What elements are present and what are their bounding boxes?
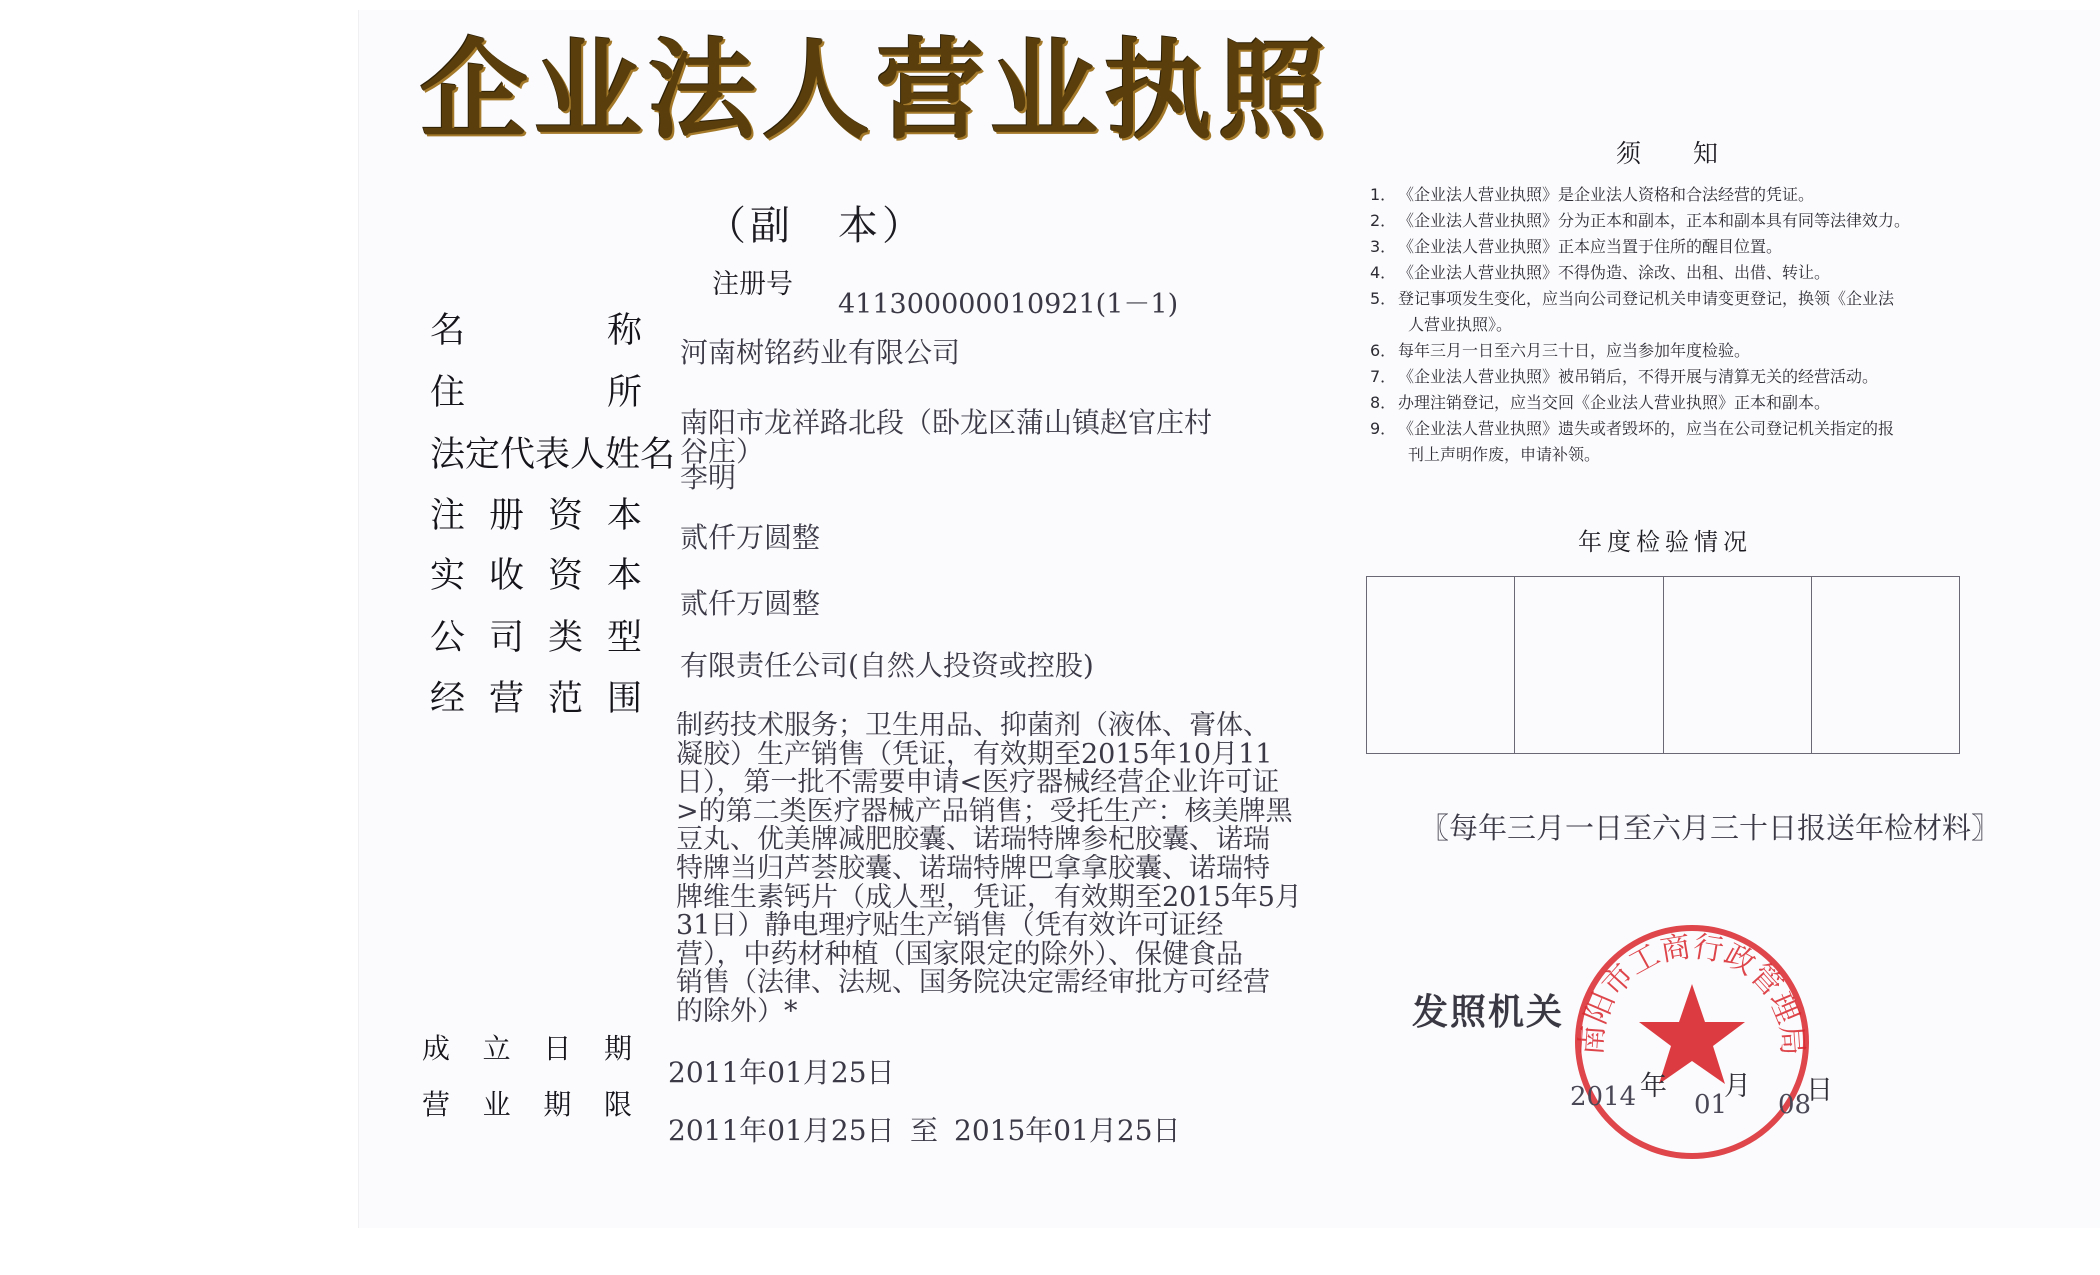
- notice-item: [1370, 182, 1970, 208]
- notice-number: 2．: [1370, 211, 1397, 230]
- term-separator: 至: [910, 1114, 939, 1147]
- notice-number: 8．: [1370, 393, 1397, 412]
- registered-capital-value: 贰仟万圆整: [680, 521, 821, 554]
- notice-text: 《企业法人营业执照》是企业法人资格和合法经营的凭证。: [1398, 185, 1815, 204]
- inspection-cell: [1515, 577, 1663, 753]
- term-end: 2015年01月25日: [954, 1114, 1181, 1147]
- business-scope-line: 制药技术服务；卫生用品、抑菌剂（液体、膏体、: [676, 710, 1270, 741]
- notice-number: 5．: [1370, 289, 1397, 308]
- term-start: 2011年01月25日: [668, 1114, 895, 1147]
- notice-item: [1370, 234, 1970, 260]
- notice-text: 《企业法人营业执照》被吊销后，不得开展与清算无关的经营活动。: [1398, 367, 1879, 386]
- notice-text: 登记事项发生变化，应当向公司登记机关申请变更登记，换领《企业法: [1398, 289, 1895, 308]
- notice-item: [1370, 208, 1970, 234]
- term-label: 营业期限: [422, 1088, 632, 1121]
- notice-number: 4．: [1370, 263, 1397, 282]
- issuer-label: 发照机关: [1412, 992, 1565, 1033]
- paid-capital-label: 实收资本: [430, 556, 642, 596]
- business-scope-line: 凝胶）生产销售（凭证，有效期至2015年10月11: [676, 738, 1273, 770]
- business-scope-text: [676, 712, 1316, 1027]
- issue-date-year-char: 年: [1640, 1071, 1667, 1102]
- registration-label: 注册号: [712, 269, 793, 300]
- name-label: 名称: [430, 311, 642, 351]
- business-scope-line: 营），中药材种植（国家限定的除外）、保健食品: [676, 938, 1243, 970]
- notice-number: 9．: [1370, 419, 1397, 438]
- notice-number: 6．: [1370, 341, 1397, 360]
- notice-item: [1370, 364, 1970, 390]
- notice-text: 办理注销登记，应当交回《企业法人营业执照》正本和副本。: [1398, 393, 1831, 412]
- inspection-cell: [1664, 577, 1812, 753]
- notice-text: 《企业法人营业执照》分为正本和副本，正本和副本具有同等法律效力。: [1398, 211, 1911, 230]
- notice-text-continued: 刊上声明作废，申请补领。: [1408, 445, 1601, 464]
- notice-heading: 须知: [1616, 139, 1771, 168]
- business-scope-line: 的除外）*: [676, 995, 798, 1027]
- notice-number: 1．: [1370, 185, 1397, 204]
- address-line-2: 谷庄）: [680, 435, 765, 468]
- notice-text: 每年三月一日至六月三十日，应当参加年度检验。: [1398, 341, 1751, 360]
- inspection-title: 年度检验情况: [1578, 528, 1752, 556]
- notice-text: 《企业法人营业执照》不得伪造、涂改、出租、出借、转让。: [1398, 263, 1831, 282]
- notice-item: [1370, 286, 1970, 312]
- company-type-label: 公司类型: [430, 618, 642, 658]
- document-subtitle: （副 本）: [706, 203, 926, 249]
- notice-number: 7．: [1370, 367, 1397, 386]
- address-line-1: 南阳市龙祥路北段（卧龙区蒲山镇赵官庄村: [680, 406, 1213, 439]
- notice-list: [1370, 182, 1970, 468]
- business-scope-line: >的第二类医疗器械产品销售；受托生产：核美牌黑: [676, 795, 1293, 827]
- seal-text: 南阳市工商行政管理局: [1574, 929, 1810, 1057]
- inspection-grid: [1366, 576, 1960, 754]
- business-scope-line: 日），第一批不需要申请<医疗器械经营企业许可证: [676, 767, 1280, 799]
- notice-item: [1370, 338, 1970, 364]
- business-scope-line: 特牌当归芦荟胶囊、诺瑞特牌巴拿拿胶囊、诺瑞特: [676, 852, 1270, 884]
- established-value: 2011年01月25日: [668, 1056, 895, 1089]
- business-scope-line: 豆丸、优美牌减肥胶囊、诺瑞特牌参杞胶囊、诺瑞: [676, 824, 1270, 856]
- document-title: 企业法人营业执照: [420, 29, 1333, 154]
- notice-text: 《企业法人营业执照》遗失或者毁坏的，应当在公司登记机关指定的报: [1398, 419, 1895, 438]
- issue-date-day: 08: [1778, 1090, 1812, 1120]
- notice-item: [1370, 390, 1970, 416]
- notice-item: [1370, 416, 1970, 442]
- name-value: 河南树铭药业有限公司: [680, 336, 961, 369]
- business-scope-line: 销售（法律、法规、国务院决定需经审批方可经营: [676, 967, 1270, 999]
- company-type-value: 有限责任公司(自然人投资或控股): [680, 649, 1094, 682]
- established-label: 成立日期: [422, 1032, 632, 1065]
- inspection-note: 〖每年三月一日至六月三十日报送年检材料〗: [1420, 811, 2001, 845]
- official-seal-icon: [1566, 916, 1818, 1168]
- business-scope-line: 31日）静电理疗贴生产销售（凭有效许可证经: [676, 910, 1224, 942]
- inspection-cell: [1812, 577, 1959, 753]
- notice-item: [1370, 260, 1970, 286]
- issue-date-day-char: 日: [1806, 1075, 1833, 1106]
- business-scope-line: 牌维生素钙片（成人型，凭证，有效期至2015年5月: [676, 881, 1302, 913]
- notice-text-continued: 人营业执照》。: [1408, 315, 1513, 334]
- issue-date-year: 2014: [1570, 1082, 1637, 1112]
- business-scope-label: 经营范围: [430, 679, 642, 719]
- legal-rep-value: 李明: [680, 461, 737, 494]
- inspection-cell: [1367, 577, 1515, 753]
- registered-capital-label: 注册资本: [430, 496, 642, 536]
- paid-capital-value: 贰仟万圆整: [680, 587, 821, 620]
- notice-number: 3．: [1370, 237, 1397, 256]
- legal-rep-label: 法定代表人姓名: [430, 435, 676, 475]
- notice-text: 《企业法人营业执照》正本应当置于住所的醒目位置。: [1398, 237, 1783, 256]
- address-label: 住所: [430, 373, 642, 413]
- issue-date-month-char: 月: [1724, 1071, 1751, 1102]
- issue-date-month: 01: [1694, 1090, 1728, 1120]
- registration-number: 411300000010921(1－1): [838, 289, 1179, 320]
